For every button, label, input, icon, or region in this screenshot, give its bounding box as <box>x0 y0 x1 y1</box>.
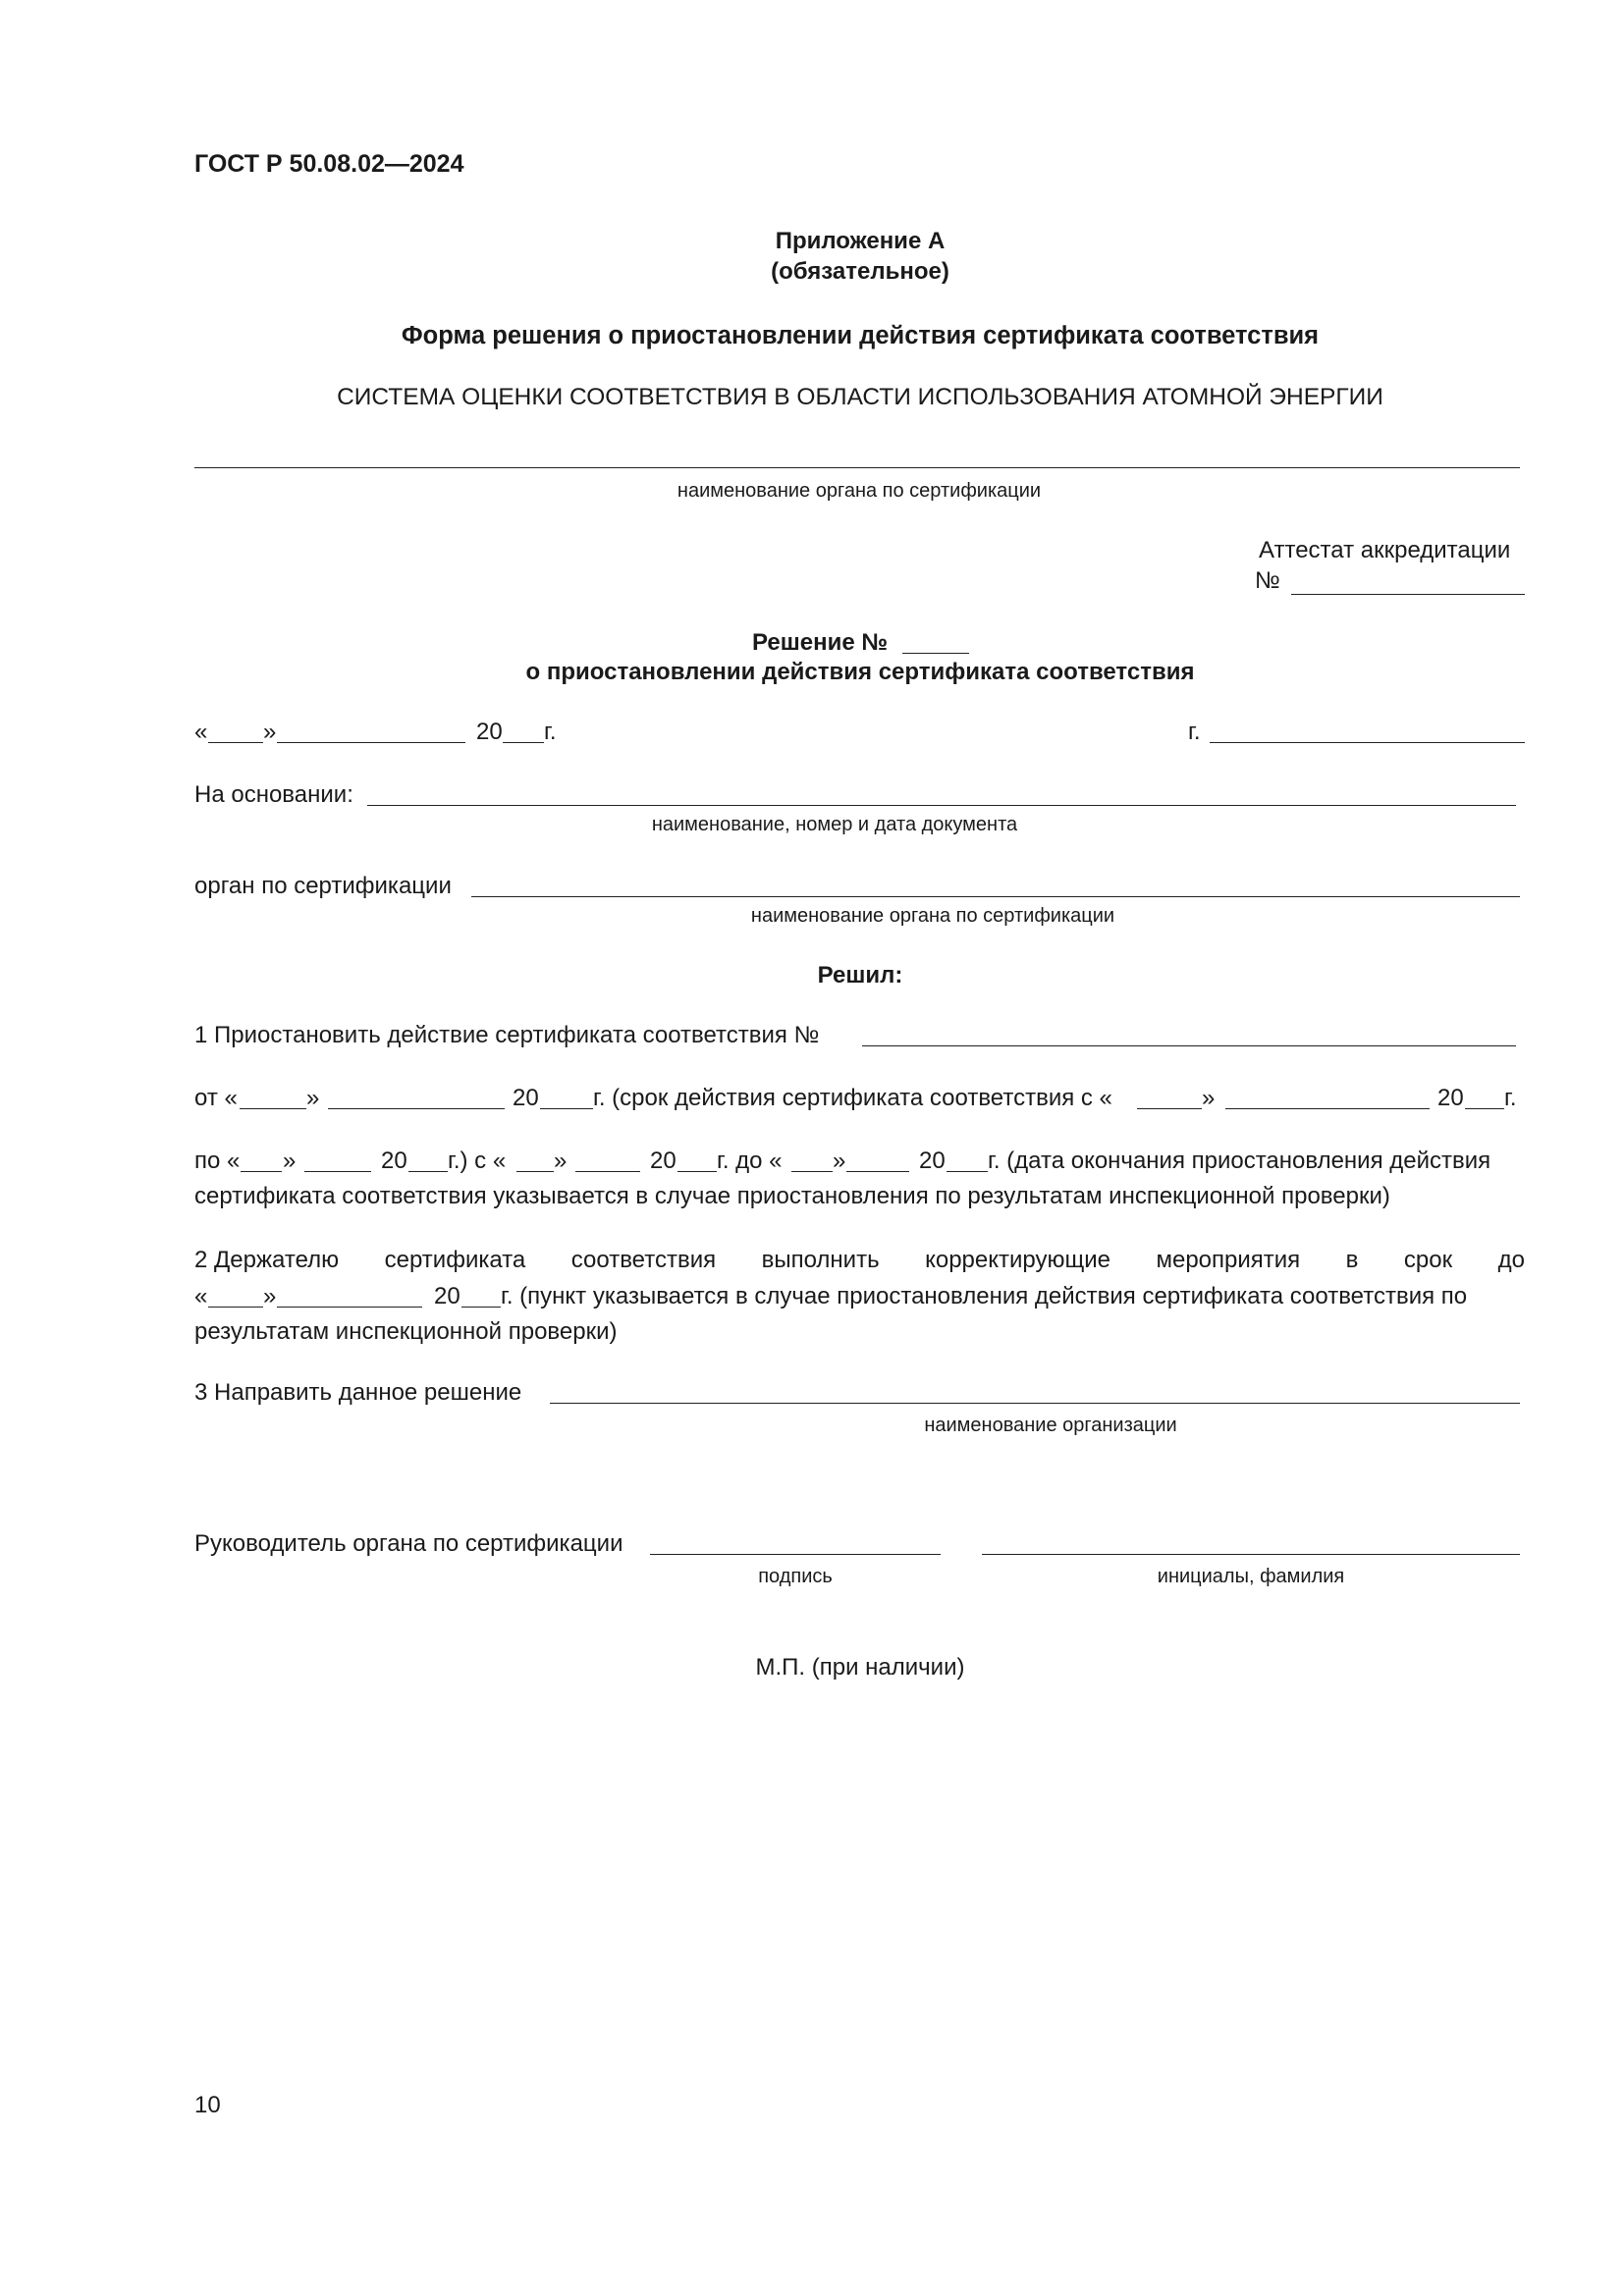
item2-word: в <box>1345 1247 1359 1273</box>
decision-title: Решение № <box>752 629 889 656</box>
item1-by-month-line <box>304 1171 371 1172</box>
item1-validity-year: 20 <box>1437 1085 1464 1111</box>
item1-by-close: » <box>283 1148 297 1174</box>
organization-caption: наименование организации <box>924 1415 1177 1436</box>
item3-text: 3 Направить данное решение <box>194 1379 522 1406</box>
basis-line <box>367 805 1516 806</box>
item1-cert-number-line <box>862 1045 1516 1046</box>
cert-body-label: орган по сертификации <box>194 873 452 899</box>
initials-caption: инициалы, фамилия <box>1157 1566 1345 1587</box>
appendix-status: (обязательное) <box>771 258 949 285</box>
item1-from-year: 20 <box>513 1085 539 1111</box>
signature-label: Руководитель органа по сертификации <box>194 1530 623 1557</box>
item1-by-day-line <box>241 1171 282 1172</box>
city-prefix: г. <box>1188 719 1201 745</box>
cert-body-caption-2: наименование органа по сертификации <box>750 905 1115 927</box>
item1-from-close: » <box>306 1085 320 1111</box>
item1-text: 1 Приостановить действие сертификата соответствия № <box>194 1022 820 1048</box>
item2-year: 20 <box>434 1283 460 1309</box>
date-month-line <box>277 742 465 743</box>
seal-note: М.П. (при наличии) <box>755 1654 965 1681</box>
item2-quote-open: « <box>194 1283 208 1309</box>
item1-to-close: » <box>833 1148 846 1174</box>
item2-word: до <box>1497 1247 1525 1273</box>
item2-word: 2 Держателю <box>194 1247 340 1273</box>
item2-day-line <box>208 1307 263 1308</box>
item1-validity-day-line <box>1137 1108 1202 1109</box>
decision-number-line <box>902 653 969 654</box>
item2-word: мероприятия <box>1156 1247 1301 1273</box>
standard-code: ГОСТ Р 50.08.02—2024 <box>194 150 464 178</box>
item1-validity-g: г. <box>1504 1085 1517 1111</box>
item1-end-note: г. (дата окончания приостановления действия <box>988 1148 1491 1174</box>
item2-month-line <box>277 1307 422 1308</box>
item2-line3: результатам инспекционной проверки) <box>194 1318 618 1345</box>
basis-label: На основании: <box>194 781 353 808</box>
item1-from: от « <box>194 1085 238 1111</box>
date-year-line <box>503 742 544 743</box>
item1-from-month-line <box>328 1108 505 1109</box>
form-title: Форма решения о приостановлении действия сертификата соответствия <box>401 322 1320 349</box>
city-line <box>1210 742 1525 743</box>
item2-quote-close: » <box>263 1283 277 1309</box>
item1-from-day-line <box>240 1108 306 1109</box>
item2-line2-tail: г. (пункт указывается в случае приостановления действия сертификата соответствия по <box>501 1283 1468 1309</box>
item2-word: выполнить <box>761 1247 880 1273</box>
item1-to-day-line <box>791 1171 833 1172</box>
cert-body-line-2 <box>471 896 1520 897</box>
item1-validity-month-line <box>1225 1108 1430 1109</box>
item1-validity: г. (срок действия сертификата соответствия с « <box>593 1085 1112 1111</box>
signature-line <box>650 1554 941 1555</box>
date-day-line <box>208 742 263 743</box>
item1-with-day-line <box>516 1171 554 1172</box>
item1-to-year: 20 <box>919 1148 946 1174</box>
item2-word: сертификата <box>384 1247 526 1273</box>
item1-validity-year-line <box>1465 1108 1504 1109</box>
appendix-title: Приложение А <box>775 228 946 254</box>
item1-line2: сертификата соответствия указывается в случае приостановления по результатам инспекционной проверки) <box>194 1183 1390 1209</box>
item2-first-line <box>194 1243 1525 1278</box>
item1-by: по « <box>194 1148 241 1174</box>
item1-to: г. до « <box>717 1148 783 1174</box>
accreditation-label: Аттестат аккредитации <box>1259 537 1511 563</box>
document-caption: наименование, номер и дата документа <box>651 814 1018 835</box>
item1-with-close: » <box>554 1148 568 1174</box>
resolved-heading: Решил: <box>817 962 903 988</box>
item2-word: соответствия <box>570 1247 717 1273</box>
initials-line <box>982 1554 1520 1555</box>
accreditation-number-line <box>1291 594 1525 595</box>
date-year-prefix: 20 <box>476 719 503 745</box>
decision-subtitle: о приостановлении действия сертификата соответствия <box>525 659 1195 685</box>
cert-body-line <box>194 467 1520 468</box>
date-quote-open: « <box>194 719 208 745</box>
item2-word: корректирующие <box>925 1247 1110 1273</box>
item2-word: срок <box>1403 1247 1453 1273</box>
page-number: 10 <box>194 2092 221 2118</box>
system-name: СИСТЕМА ОЦЕНКИ СООТВЕТСТВИЯ В ОБЛАСТИ ИСПОЛЬЗОВАНИЯ АТОМНОЙ ЭНЕРГИИ <box>337 384 1383 410</box>
item1-by-year-line <box>408 1171 448 1172</box>
item3-organization-line <box>550 1403 1520 1404</box>
item1-to-year-line <box>947 1171 988 1172</box>
date-quote-close: » <box>263 719 277 745</box>
signature-caption: подпись <box>758 1566 833 1587</box>
item1-validity-close: » <box>1202 1085 1216 1111</box>
cert-body-caption: наименование органа по сертификации <box>677 480 1042 502</box>
item1-with-month-line <box>575 1171 640 1172</box>
item1-by-year: 20 <box>381 1148 407 1174</box>
item1-with-year: 20 <box>650 1148 677 1174</box>
item1-with: г.) с « <box>448 1148 507 1174</box>
item2-year-line <box>461 1307 501 1308</box>
item1-from-year-line <box>540 1108 593 1109</box>
item1-to-month-line <box>846 1171 909 1172</box>
item1-with-year-line <box>677 1171 717 1172</box>
accreditation-number-prefix: № <box>1255 567 1280 594</box>
date-year-suffix: г. <box>544 719 557 745</box>
